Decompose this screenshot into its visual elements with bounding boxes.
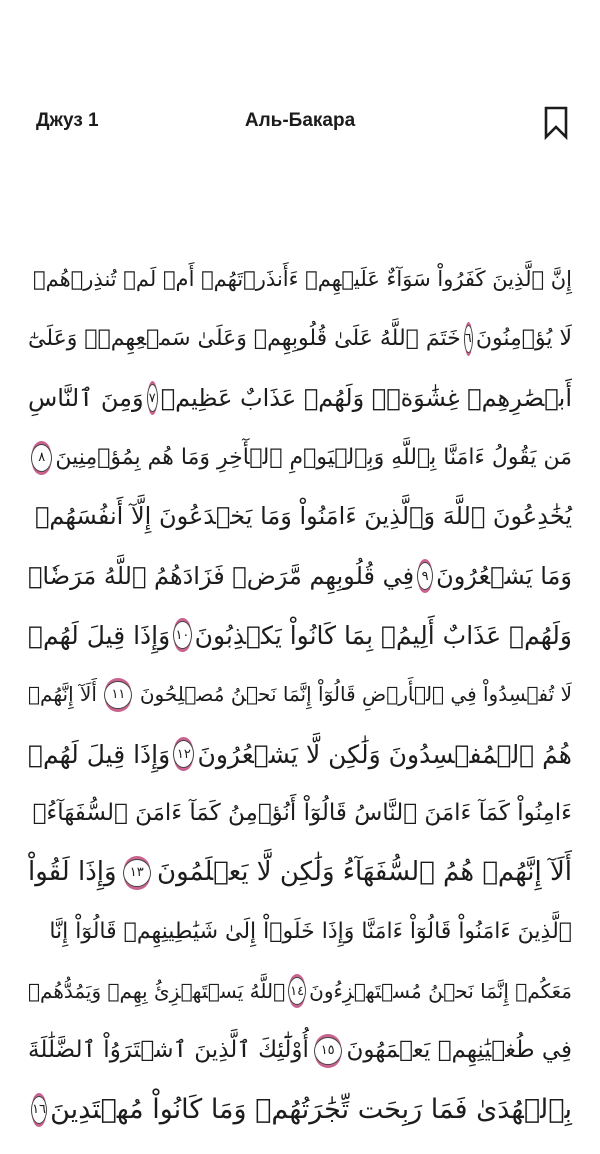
quran-line	[28, 250, 572, 309]
verse-text[interactable]: وَإِذَا قِيلَ لَهُمۡ	[28, 620, 171, 650]
verse-text[interactable]: إِنَّ ٱلَّذِينَ كَفَرُواْ سَوَآءٌ عَلَيۡهِمۡ ءَأَنذَرۡتَهُمۡ أَمۡ لَمۡ تُنذِرۡهُمۡ	[33, 267, 572, 292]
verse-text[interactable]: مَن يَقُولُ ءَامَنَّا بِٱللَّهِ وَبِٱلۡيَوۡمِ ٱلۡأٓخِرِ وَمَا هُم بِمُؤۡمِنِينَ	[55, 445, 572, 471]
verse-text[interactable]: أَبۡصَٰرِهِمۡ غِشَٰوَةٞۖ وَلَهُمۡ عَذَابٌ عَظِيمٞ	[160, 383, 572, 412]
verse-text[interactable]: ٱلَّذِينَ ءَامَنُواْ قَالُوٓاْ ءَامَنَّا وَإِذَا خَلَوۡاْ إِلَىٰ شَيَٰطِينِهِمۡ قَالُوٓاْ إِنَّا	[49, 919, 572, 945]
verse-text[interactable]: وَمِنَ ٱلنَّاسِ	[28, 383, 144, 412]
verse-text[interactable]: أَلَآ إِنَّهُمۡ هُمُ ٱلسُّفَهَآءُ وَلَٰكِن لَّا يَعۡلَمُونَ	[156, 857, 572, 888]
ayah-number-marker[interactable]: ١٠	[173, 621, 191, 649]
verse-text[interactable]: وَإِذَا لَقُواْ	[28, 857, 117, 888]
ayah-number-marker[interactable]: ٨	[31, 444, 52, 472]
quran-line	[28, 784, 572, 843]
surah-title: Аль-Бакара	[244, 110, 356, 131]
verse-text[interactable]: خَتَمَ ٱللَّهُ عَلَىٰ قُلُوبِهِمۡ وَعَلَىٰ سَمۡعِهِمۡۖ وَعَلَىٰٓ	[28, 326, 461, 352]
ayah-number-marker[interactable]: ١٢	[173, 740, 194, 768]
ayah-number-marker[interactable]: ٩	[417, 562, 433, 590]
quran-line	[28, 1080, 572, 1139]
verse-text[interactable]: فِي طُغۡيَٰنِهِمۡ يَعۡمَهُونَ	[346, 1037, 572, 1063]
page-header	[0, 104, 600, 144]
quran-line	[28, 546, 572, 605]
quran-line	[28, 428, 572, 487]
verse-text[interactable]: وَمَا يَشۡعُرُونَ	[436, 561, 572, 590]
verse-text[interactable]: وَإِذَا قِيلَ لَهُمۡ	[28, 739, 171, 769]
ayah-number-marker[interactable]: ١٦	[31, 1096, 47, 1124]
quran-line	[28, 902, 572, 961]
ayah-number-marker[interactable]: ١٥	[314, 1037, 342, 1065]
ayah-number-marker[interactable]: ١١	[104, 681, 132, 709]
quran-line	[28, 369, 572, 428]
ayah-number-marker[interactable]: ٦	[464, 325, 473, 353]
quran-line	[28, 309, 572, 368]
quran-line	[28, 1021, 572, 1080]
quran-line	[28, 724, 572, 783]
quran-line	[28, 962, 572, 1021]
verse-text[interactable]: فِي قُلُوبِهِم مَّرَضٞ فَزَادَهُمُ ٱللَّهُ مَرَضٗاۖ	[28, 561, 415, 590]
verse-text[interactable]: لَا تُفۡسِدُواْ فِي ٱلۡأَرۡضِ قَالُوٓاْ إِنَّمَا نَحۡنُ مُصۡلِحُونَ	[139, 682, 572, 707]
ayah-number-marker[interactable]: ١٤	[288, 977, 306, 1005]
juz-label: Джуз 1	[36, 110, 99, 131]
ayah-number-marker[interactable]: ١٣	[123, 859, 151, 887]
verse-text[interactable]: هُمُ ٱلۡمُفۡسِدُونَ وَلَٰكِن لَّا يَشۡعُرُونَ	[197, 739, 572, 769]
quran-page	[28, 250, 572, 1139]
bookmark-icon[interactable]	[543, 106, 569, 140]
verse-text[interactable]: ءَامِنُواْ كَمَآ ءَامَنَ ٱلنَّاسُ قَالُوٓاْ أَنُؤۡمِنُ كَمَآ ءَامَنَ ٱلسُّفَهَآءُۗ	[32, 799, 572, 826]
quran-line	[28, 606, 572, 665]
quran-line	[28, 843, 572, 902]
verse-text[interactable]: ٱللَّهُ يَسۡتَهۡزِئُ بِهِمۡ وَيَمُدُّهُمۡ	[28, 978, 286, 1003]
verse-text[interactable]: أَلَآ إِنَّهُمۡ	[28, 682, 97, 707]
verse-text[interactable]: وَلَهُمۡ عَذَابٌ أَلِيمُۢ بِمَا كَانُواْ يَكۡذِبُونَ	[194, 620, 572, 650]
verse-text[interactable]: أُوْلَٰٓئِكَ ٱلَّذِينَ ٱشۡتَرَوُاْ ٱلضَّلَٰلَةَ	[28, 1037, 309, 1063]
quran-line	[28, 487, 572, 546]
quran-line	[28, 665, 572, 724]
verse-text[interactable]: لَا يُؤۡمِنُونَ	[475, 326, 572, 352]
verse-text[interactable]: يُخَٰدِعُونَ ٱللَّهَ وَٱلَّذِينَ ءَامَنُواْ وَمَا يَخۡدَعُونَ إِلَّآ أَنفُسَهُمۡ	[35, 502, 572, 531]
verse-text[interactable]: بِٱلۡهُدَىٰ فَمَا رَبِحَت تِّجَٰرَتُهُمۡ وَمَا كَانُواْ مُهۡتَدِينَ	[50, 1094, 572, 1126]
ayah-number-marker[interactable]: ٧	[147, 384, 158, 412]
verse-text[interactable]: مَعَكُمۡ إِنَّمَا نَحۡنُ مُسۡتَهۡزِءُونَ	[309, 978, 572, 1003]
